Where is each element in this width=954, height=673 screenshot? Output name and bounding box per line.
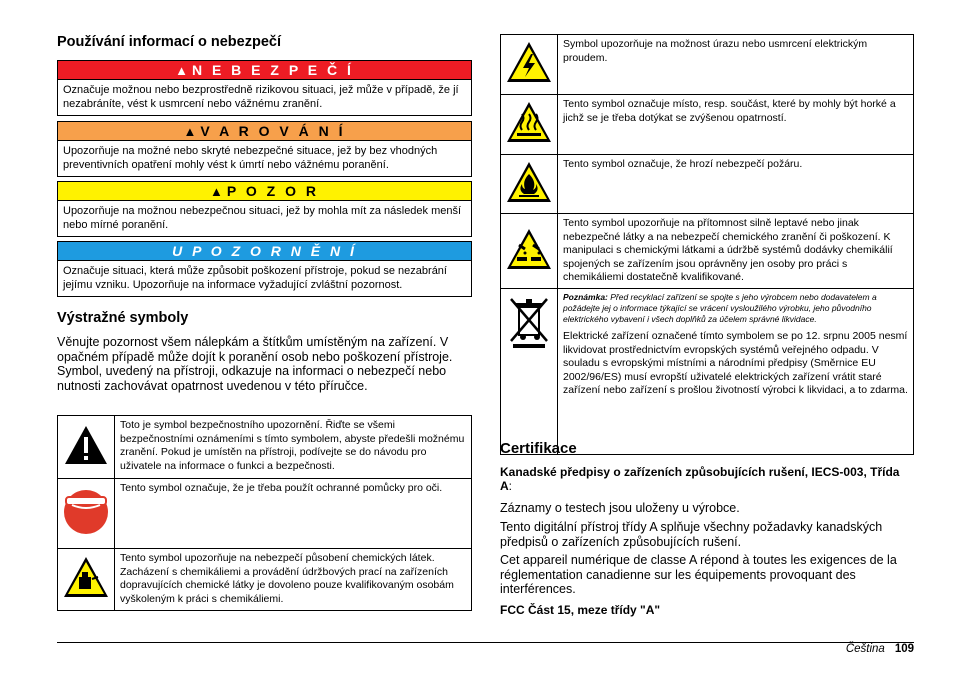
heading-certification: Certifikace bbox=[500, 440, 577, 457]
electric-shock-icon bbox=[501, 35, 558, 95]
weee-crossed-bin-icon bbox=[501, 289, 558, 455]
warning-triangle-icon: ▲ bbox=[183, 123, 197, 139]
heading-hazard-info: Používání informací o nebezpečí bbox=[57, 34, 281, 50]
note-label: Poznámka: bbox=[563, 292, 608, 302]
danger-text: Označuje možnou nebo bezprostředně rizikovou situaci, jež může v případě, že jí nezabráníte, vést k usmrcení nebo vážnému zranění. bbox=[63, 84, 459, 110]
footer-language: Čeština bbox=[845, 643, 885, 655]
warning-label: V A R O V Á N Í bbox=[200, 123, 346, 139]
symbol-text: Tento symbol označuje, že je třeba použít ochranné pomůcky pro oči. bbox=[115, 479, 472, 549]
danger-label: N E B E Z P E Č Í bbox=[191, 62, 354, 78]
danger-header bbox=[58, 61, 471, 80]
paragraph-class-a-cz: Tento digitální přístroj třídy A splňuje všechny požadavky kanadských předpisů o zařízeních způsobujících rušení. bbox=[500, 520, 883, 549]
table-row bbox=[501, 289, 914, 455]
warning-triangle-icon: ▲ bbox=[175, 62, 188, 78]
warning-text: Upozorňuje na možné nebo skryté nebezpečné situace, jež by bez vhodných preventivních opatření mohly vést k úmrtí nebo vážnému poranění. bbox=[63, 145, 438, 171]
caution-label: P O Z O R bbox=[226, 183, 319, 199]
notice-header bbox=[58, 242, 471, 261]
paragraph-class-a-fr: Cet appareil numérique de classe A répond à toutes les exigences de la réglementation canadienne sur les équipements provoquant des interférences. bbox=[500, 553, 897, 596]
canadian-regulation-heading bbox=[500, 466, 910, 493]
hot-surface-icon bbox=[501, 95, 558, 155]
paragraph-test-records: Záznamy o testech jsou uloženy u výrobce. bbox=[500, 501, 740, 515]
warning-header bbox=[58, 122, 471, 141]
symbol-text: Tento symbol upozorňuje na přítomnost silně leptavé nebo jinak nebezpečné látky a na nebezpečí chemického zranění či poškození. K manipulaci s chemickými látkami a údržbě systémů dodávky chemikálií spojených se zařízením jsou oprávněny jen osoby pro práci s chemikáliemi dostatečně kvalifikované. bbox=[558, 214, 914, 289]
symbols-intro: Věnujte pozornost všem nálepkám a štítkům umístěným na zařízení. V opačném případě může dojít k poranění osob nebo poškození přístroje. Symbol, uvedený na přístroji, odkazuje na informaci o nebezpečí nebo nutnosti zachovávat opatrnost uvedenou v této příručce. bbox=[57, 335, 453, 393]
symbol-text: Toto je symbol bezpečnostního upozornění. Řiďte se všemi bezpečnostními oznámeními s tímto symbolem, abyste předešli možnému zranění. Pokud je umístěn na přístroji, podívejte se do návodu pro uživatele na informace o funkci a bezpečnosti. bbox=[115, 416, 472, 479]
chemical-hazard-icon bbox=[58, 549, 115, 611]
protective-equipment-icon bbox=[58, 479, 115, 549]
general-warning-icon bbox=[58, 416, 115, 479]
table-row bbox=[501, 214, 914, 289]
weee-note bbox=[563, 292, 908, 325]
caution-header bbox=[58, 182, 471, 201]
symbols-table-left bbox=[57, 415, 472, 611]
caution-text: Upozorňuje na možnou nebezpečnou situaci, jež by mohla mít za následek menší nebo mírné poranění. bbox=[63, 205, 462, 231]
table-row bbox=[501, 35, 914, 95]
table-row bbox=[501, 95, 914, 155]
warning-box bbox=[57, 121, 472, 177]
symbol-text: Tento symbol označuje, že hrozí nebezpečí požáru. bbox=[558, 155, 914, 214]
canadian-heading-text: Kanadské předpisy o zařízeních způsobujících rušení, IECS-003, Třída A bbox=[500, 465, 900, 493]
canadian-colon: : bbox=[508, 478, 513, 493]
footer bbox=[846, 643, 914, 655]
table-row bbox=[58, 479, 472, 549]
symbol-text: Symbol upozorňuje na možnost úrazu nebo usmrcení elektrickým proudem. bbox=[558, 35, 914, 95]
weee-text: Elektrické zařízení označené tímto symbolem se po 12. srpnu 2005 nesmí likvidovat prostřednictvím evropských systémů veřejného odpadu. V souladu s evropskými místními a národními předpisy (Směrnice EU 2002/96/ES) musí evropští uživatelé elektrických zařízení vrátit staré zařízení nebo zařízení s prošlou životností výrobci k likvidaci, a to zdarma. bbox=[563, 330, 908, 396]
warning-triangle-icon: ▲ bbox=[210, 183, 223, 199]
page-number: 109 bbox=[894, 643, 914, 655]
heading-warning-symbols: Výstražné symboly bbox=[57, 310, 189, 326]
fire-hazard-icon bbox=[501, 155, 558, 214]
symbol-text: Tento symbol upozorňuje na nebezpečí působení chemických látek. Zacházení s chemikáliemi a provádění údržbových prací na zařízeních dopravujících chemické látky je dovoleno pouze kvalifikovaným osobám vyškoleným k práci s chemikáliemi. bbox=[115, 549, 472, 611]
footer-divider bbox=[57, 642, 914, 643]
table-row bbox=[58, 549, 472, 611]
table-row bbox=[501, 155, 914, 214]
weee-cell bbox=[558, 289, 914, 455]
symbol-text: Tento symbol označuje místo, resp. součást, které by mohly být horké a jichž se je třeba dotýkat se zvýšenou opatrností. bbox=[558, 95, 914, 155]
caution-box bbox=[57, 181, 472, 237]
note-text: Před recyklací zařízení se spojte s jeho výrobcem nebo dodavatelem a požádejte jej o informace týkající se vrácení vysloužilého výrobku, jeho původního elektrického vybavení i všech doplňků za účelem správné likvidace. bbox=[563, 292, 877, 324]
fcc-heading: FCC Část 15, meze třídy "A" bbox=[500, 603, 661, 617]
notice-text: Označuje situaci, která může způsobit poškození přístroje, pokud se nezabrání jejímu vzniku. Upozorňuje na informace vyžadující zvláštní pozornost. bbox=[63, 265, 447, 291]
notice-box bbox=[57, 241, 472, 297]
notice-label: U P O Z O R N Ě N Í bbox=[172, 243, 357, 259]
corrosive-icon bbox=[501, 214, 558, 289]
symbols-table-right bbox=[500, 34, 914, 455]
table-row bbox=[58, 416, 472, 479]
danger-box bbox=[57, 60, 472, 116]
